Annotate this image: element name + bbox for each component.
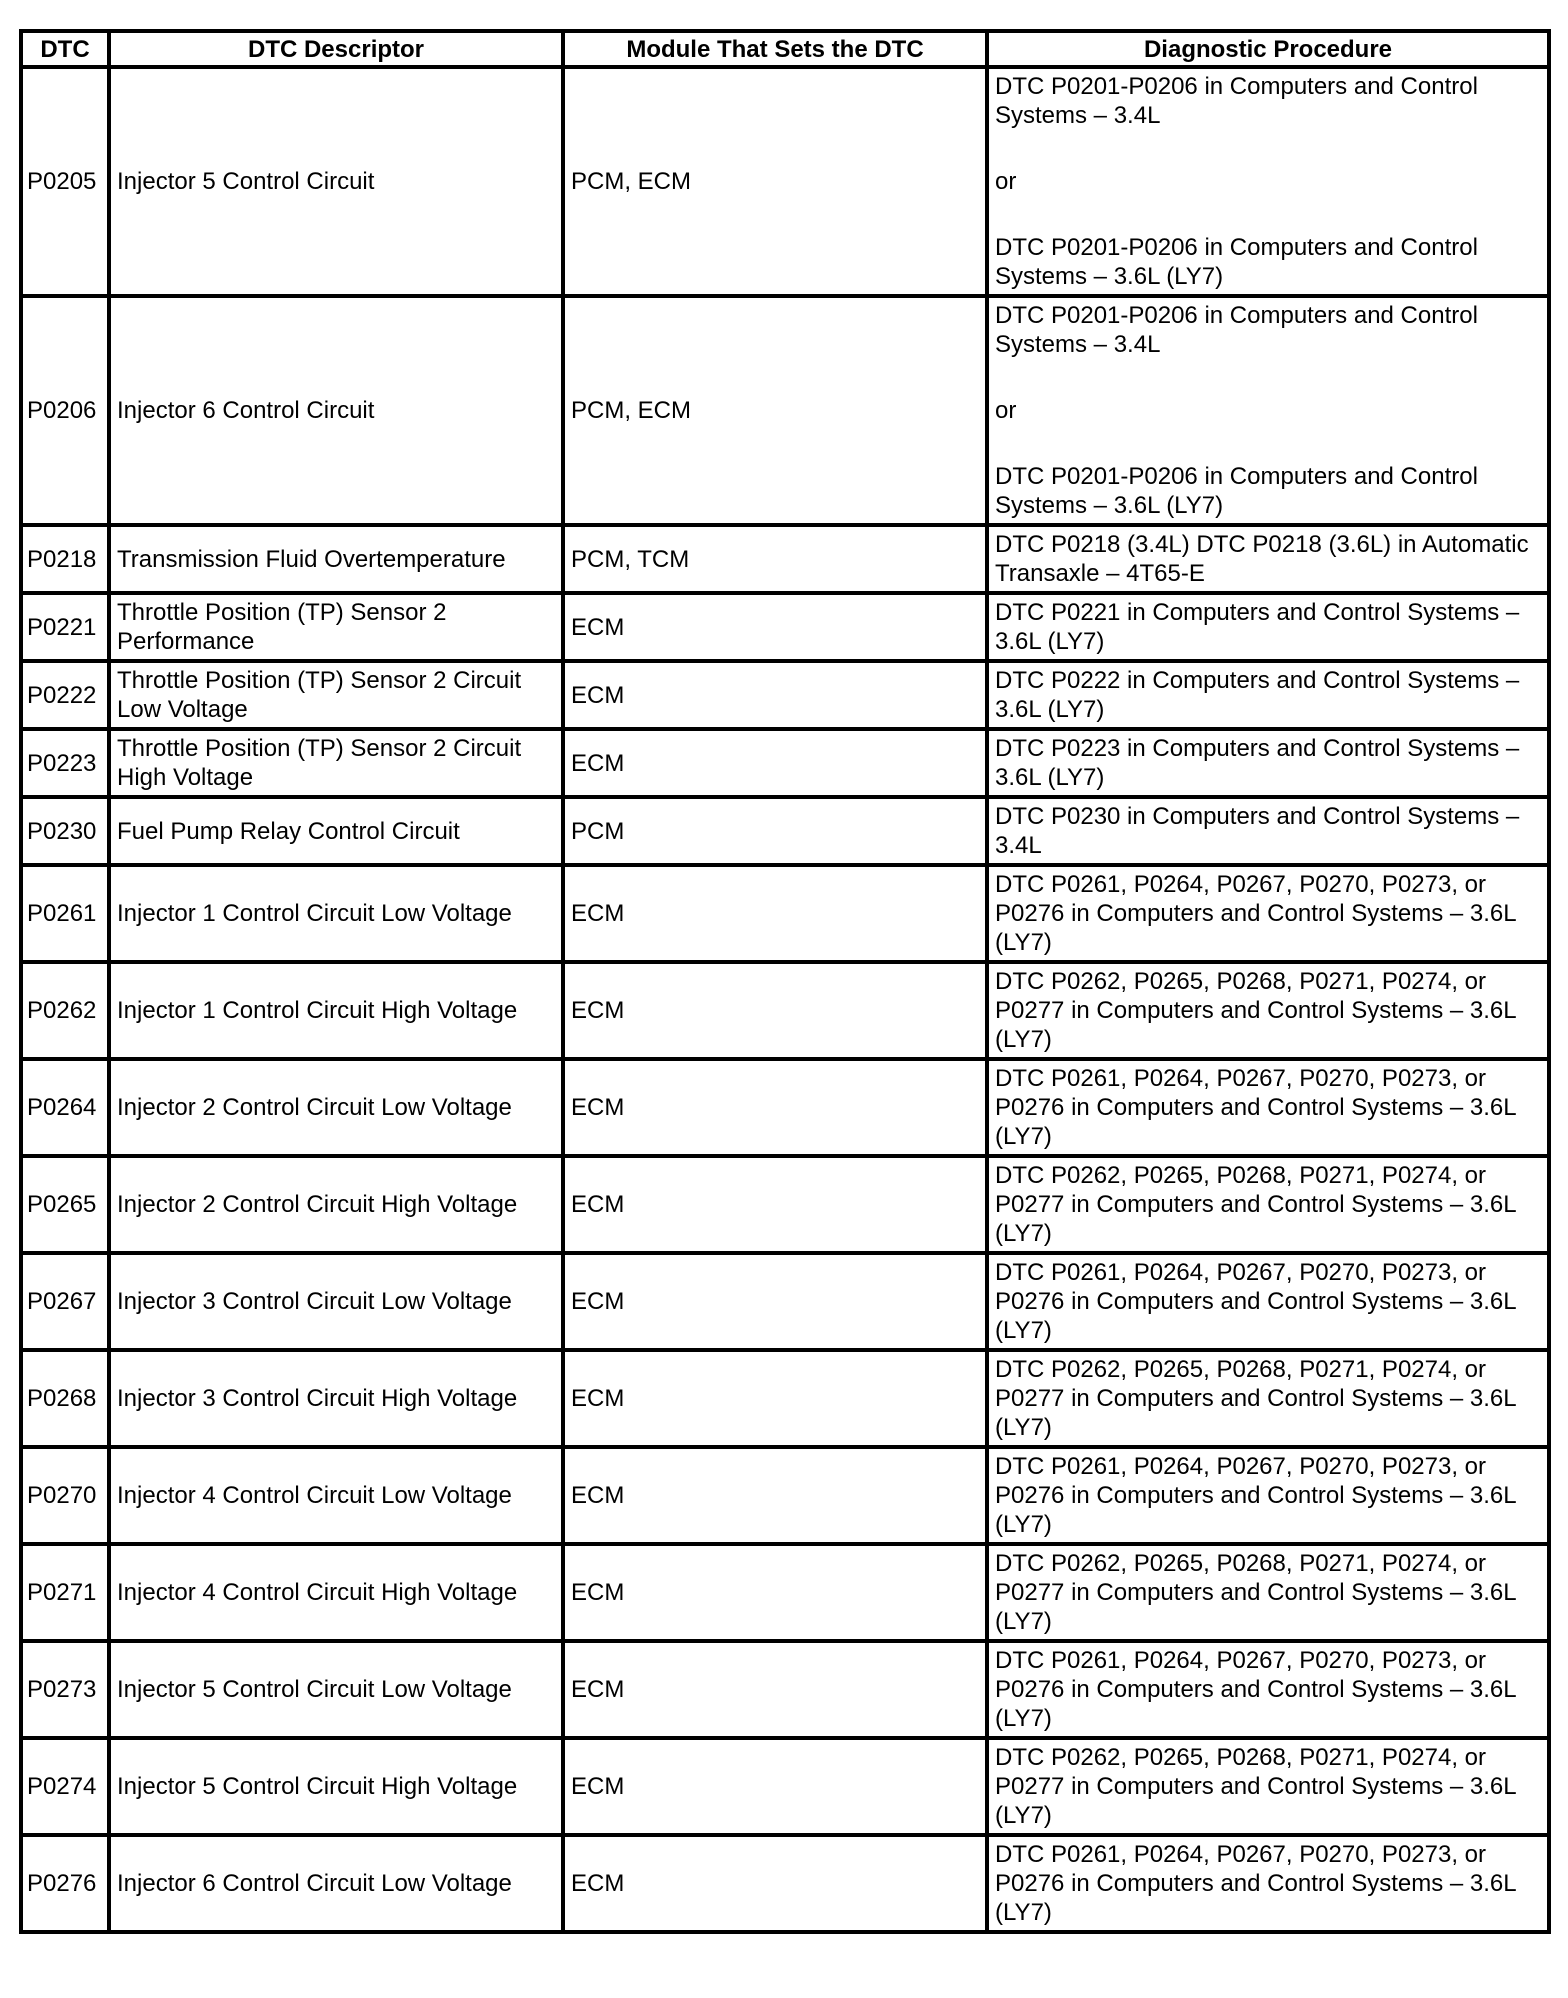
dtc-descriptor-cell: Fuel Pump Relay Control Circuit: [109, 797, 563, 865]
dtc-code-cell: P0267: [21, 1253, 109, 1350]
module-cell: ECM: [563, 1544, 987, 1641]
dtc-descriptor-cell: Injector 6 Control Circuit Low Voltage: [109, 1835, 563, 1932]
procedure-line: DTC P0222 in Computers and Control Systems – 3.6L (LY7): [995, 667, 1520, 723]
module-cell: ECM: [563, 865, 987, 962]
dtc-descriptor-cell: Injector 4 Control Circuit High Voltage: [109, 1544, 563, 1641]
dtc-descriptor-cell: Throttle Position (TP) Sensor 2 Circuit Low Voltage: [109, 661, 563, 729]
header-descriptor: DTC Descriptor: [109, 31, 563, 67]
dtc-code-cell: P0218: [21, 525, 109, 593]
dtc-code-cell: P0270: [21, 1447, 109, 1544]
table-row: [21, 962, 1549, 1059]
dtc-descriptor-cell: Injector 5 Control Circuit Low Voltage: [109, 1641, 563, 1738]
diagnostic-procedure-cell: [987, 1156, 1549, 1253]
dtc-descriptor-cell: Injector 5 Control Circuit High Voltage: [109, 1738, 563, 1835]
diagnostic-procedure-cell: [987, 1059, 1549, 1156]
diagnostic-procedure-cell: [987, 1350, 1549, 1447]
table-row: [21, 1447, 1549, 1544]
dtc-table: [19, 29, 1551, 1934]
procedure-line: DTC P0262, P0265, P0268, P0271, P0274, or P0277 in Computers and Control Systems – 3.6L (LY7): [995, 968, 1516, 1053]
diagnostic-procedure-cell: [987, 661, 1549, 729]
procedure-line: DTC P0261, P0264, P0267, P0270, P0273, or P0276 in Computers and Control Systems – 3.6L (LY7): [995, 1647, 1516, 1732]
header-procedure: Diagnostic Procedure: [987, 31, 1549, 67]
diagnostic-procedure-cell: [987, 593, 1549, 661]
procedure-spacer: [995, 130, 1542, 167]
table-row: [21, 593, 1549, 661]
module-cell: ECM: [563, 729, 987, 797]
dtc-descriptor-cell: Injector 6 Control Circuit: [109, 296, 563, 525]
diagnostic-procedure-cell: [987, 865, 1549, 962]
dtc-descriptor-cell: Injector 4 Control Circuit Low Voltage: [109, 1447, 563, 1544]
module-cell: ECM: [563, 1447, 987, 1544]
table-row: [21, 1641, 1549, 1738]
table-row: [21, 67, 1549, 296]
table-row: [21, 1156, 1549, 1253]
module-cell: PCM, TCM: [563, 525, 987, 593]
diagnostic-procedure-cell: [987, 1641, 1549, 1738]
header-module: Module That Sets the DTC: [563, 31, 987, 67]
dtc-descriptor-cell: Injector 1 Control Circuit Low Voltage: [109, 865, 563, 962]
table-row: [21, 1544, 1549, 1641]
diagnostic-procedure-cell: [987, 1738, 1549, 1835]
module-cell: ECM: [563, 661, 987, 729]
module-cell: PCM, ECM: [563, 67, 987, 296]
procedure-line: DTC P0261, P0264, P0267, P0270, P0273, or P0276 in Computers and Control Systems – 3.6L (LY7): [995, 1259, 1516, 1344]
dtc-code-cell: P0230: [21, 797, 109, 865]
procedure-line: DTC P0262, P0265, P0268, P0271, P0274, or P0277 in Computers and Control Systems – 3.6L (LY7): [995, 1744, 1516, 1829]
procedure-spacer: [995, 196, 1542, 233]
module-cell: ECM: [563, 1059, 987, 1156]
dtc-code-cell: P0268: [21, 1350, 109, 1447]
dtc-descriptor-cell: Injector 3 Control Circuit High Voltage: [109, 1350, 563, 1447]
diagnostic-procedure-cell: [987, 525, 1549, 593]
table-row: [21, 1835, 1549, 1932]
procedure-line: DTC P0261, P0264, P0267, P0270, P0273, or P0276 in Computers and Control Systems – 3.6L (LY7): [995, 871, 1516, 956]
module-cell: ECM: [563, 1253, 987, 1350]
dtc-code-cell: P0262: [21, 962, 109, 1059]
dtc-descriptor-cell: Injector 2 Control Circuit High Voltage: [109, 1156, 563, 1253]
module-cell: ECM: [563, 1641, 987, 1738]
module-cell: ECM: [563, 593, 987, 661]
table-row: [21, 1253, 1549, 1350]
dtc-code-cell: P0276: [21, 1835, 109, 1932]
procedure-line: DTC P0221 in Computers and Control Systems – 3.6L (LY7): [995, 599, 1520, 655]
module-cell: ECM: [563, 1835, 987, 1932]
procedure-line: DTC P0201-P0206 in Computers and Control Systems – 3.6L (LY7): [995, 234, 1478, 290]
dtc-code-cell: P0261: [21, 865, 109, 962]
table-row: [21, 797, 1549, 865]
diagnostic-procedure-cell: [987, 1835, 1549, 1932]
procedure-line: DTC P0261, P0264, P0267, P0270, P0273, or P0276 in Computers and Control Systems – 3.6L (LY7): [995, 1453, 1516, 1538]
module-cell: PCM: [563, 797, 987, 865]
procedure-spacer: [995, 359, 1542, 396]
table-row: [21, 1350, 1549, 1447]
table-row: [21, 296, 1549, 525]
procedure-line: or: [995, 168, 1017, 195]
procedure-line: DTC P0223 in Computers and Control Systems – 3.6L (LY7): [995, 735, 1520, 791]
dtc-descriptor-cell: Injector 5 Control Circuit: [109, 67, 563, 296]
table-row: [21, 661, 1549, 729]
dtc-code-cell: P0273: [21, 1641, 109, 1738]
dtc-code-cell: P0206: [21, 296, 109, 525]
dtc-code-cell: P0274: [21, 1738, 109, 1835]
procedure-line: or: [995, 397, 1017, 424]
procedure-line: DTC P0230 in Computers and Control Systems – 3.4L: [995, 803, 1520, 859]
dtc-code-cell: P0271: [21, 1544, 109, 1641]
diagnostic-procedure-cell: [987, 296, 1549, 525]
diagnostic-procedure-cell: [987, 1447, 1549, 1544]
dtc-descriptor-cell: Throttle Position (TP) Sensor 2 Performance: [109, 593, 563, 661]
module-cell: ECM: [563, 1350, 987, 1447]
procedure-line: DTC P0261, P0264, P0267, P0270, P0273, or P0276 in Computers and Control Systems – 3.6L (LY7): [995, 1065, 1516, 1150]
table-row: [21, 1059, 1549, 1156]
dtc-code-cell: P0222: [21, 661, 109, 729]
module-cell: ECM: [563, 1156, 987, 1253]
dtc-code-cell: P0205: [21, 67, 109, 296]
table-header: [21, 31, 1549, 67]
dtc-code-cell: P0221: [21, 593, 109, 661]
dtc-descriptor-cell: Throttle Position (TP) Sensor 2 Circuit High Voltage: [109, 729, 563, 797]
procedure-line: DTC P0201-P0206 in Computers and Control Systems – 3.4L: [995, 302, 1478, 358]
dtc-code-cell: P0223: [21, 729, 109, 797]
procedure-line: DTC P0262, P0265, P0268, P0271, P0274, or P0277 in Computers and Control Systems – 3.6L (LY7): [995, 1550, 1516, 1635]
diagnostic-procedure-cell: [987, 729, 1549, 797]
procedure-line: DTC P0262, P0265, P0268, P0271, P0274, or P0277 in Computers and Control Systems – 3.6L (LY7): [995, 1356, 1516, 1441]
table-row: [21, 729, 1549, 797]
diagnostic-procedure-cell: [987, 67, 1549, 296]
module-cell: ECM: [563, 962, 987, 1059]
diagnostic-procedure-cell: [987, 1544, 1549, 1641]
table-row: [21, 525, 1549, 593]
dtc-descriptor-cell: Transmission Fluid Overtemperature: [109, 525, 563, 593]
dtc-descriptor-cell: Injector 2 Control Circuit Low Voltage: [109, 1059, 563, 1156]
procedure-line: DTC P0262, P0265, P0268, P0271, P0274, or P0277 in Computers and Control Systems – 3.6L (LY7): [995, 1162, 1516, 1247]
header-row: [21, 31, 1549, 67]
module-cell: ECM: [563, 1738, 987, 1835]
dtc-code-cell: P0264: [21, 1059, 109, 1156]
table-row: [21, 865, 1549, 962]
procedure-line: DTC P0201-P0206 in Computers and Control Systems – 3.4L: [995, 73, 1478, 129]
diagnostic-procedure-cell: [987, 1253, 1549, 1350]
header-dtc: DTC: [21, 31, 109, 67]
diagnostic-procedure-cell: [987, 962, 1549, 1059]
module-cell: PCM, ECM: [563, 296, 987, 525]
diagnostic-procedure-cell: [987, 797, 1549, 865]
dtc-code-cell: P0265: [21, 1156, 109, 1253]
procedure-line: DTC P0218 (3.4L) DTC P0218 (3.6L) in Automatic Transaxle – 4T65-E: [995, 531, 1529, 587]
procedure-line: DTC P0201-P0206 in Computers and Control Systems – 3.6L (LY7): [995, 463, 1478, 519]
procedure-spacer: [995, 425, 1542, 462]
procedure-line: DTC P0261, P0264, P0267, P0270, P0273, or P0276 in Computers and Control Systems – 3.6L (LY7): [995, 1841, 1516, 1926]
table-row: [21, 1738, 1549, 1835]
dtc-descriptor-cell: Injector 3 Control Circuit Low Voltage: [109, 1253, 563, 1350]
dtc-descriptor-cell: Injector 1 Control Circuit High Voltage: [109, 962, 563, 1059]
table-body: [21, 67, 1549, 1932]
